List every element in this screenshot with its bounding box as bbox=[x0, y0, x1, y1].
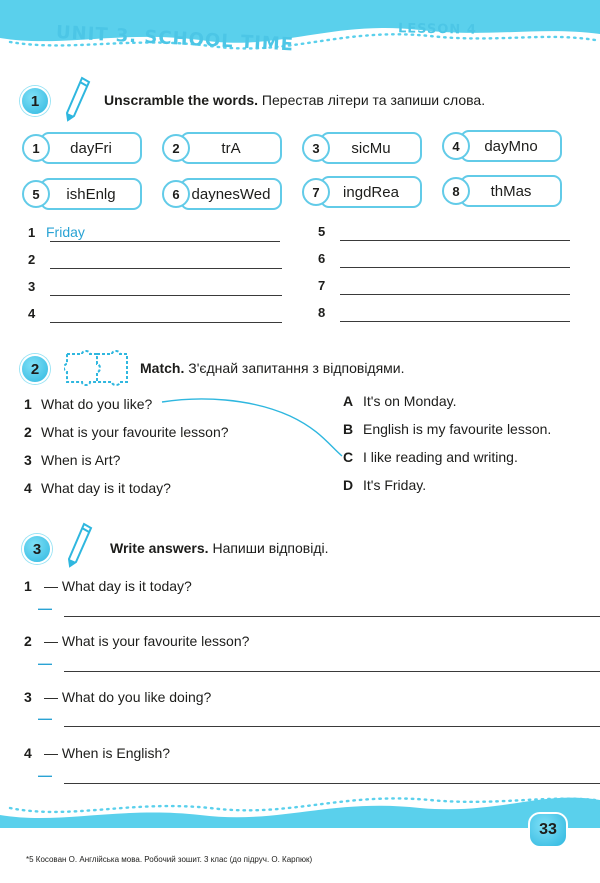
answer-line-4[interactable] bbox=[28, 306, 288, 324]
match-question-3[interactable] bbox=[24, 452, 120, 468]
answer-text: English is my favourite lesson. bbox=[363, 421, 552, 437]
question-number: 4 bbox=[24, 745, 32, 761]
exercise-2-title-bold: Match. bbox=[140, 360, 185, 376]
answer-line-3[interactable] bbox=[28, 279, 288, 297]
answer-text: It's on Monday. bbox=[363, 393, 457, 409]
answer-dash: — bbox=[38, 767, 52, 783]
word-number: 3 bbox=[302, 134, 330, 162]
question-number: 1 bbox=[24, 578, 32, 594]
answer-dash: — bbox=[38, 710, 52, 726]
scrambled-word: ingdRea bbox=[320, 176, 422, 208]
question-text: What do you like? bbox=[41, 396, 153, 412]
line-number: 3 bbox=[28, 279, 36, 294]
answer-dash: — bbox=[38, 655, 52, 671]
answer-rule bbox=[340, 267, 570, 268]
word-number: 1 bbox=[22, 134, 50, 162]
scrambled-word: dayFri bbox=[40, 132, 142, 164]
answer-rule bbox=[64, 726, 600, 727]
exercise-2-title bbox=[140, 360, 405, 376]
scrambled-word: dayMno bbox=[460, 130, 562, 162]
question-text: What is your favourite lesson? bbox=[41, 424, 229, 440]
answer-text: It's Friday. bbox=[363, 477, 427, 493]
question-number: 1 bbox=[24, 396, 32, 412]
word-number: 4 bbox=[442, 132, 470, 160]
write-question-4 bbox=[24, 745, 170, 761]
answer-rule bbox=[50, 268, 282, 269]
question-number: 2 bbox=[24, 633, 32, 649]
exercise-1-title bbox=[104, 92, 485, 108]
question-text: — What is your favourite lesson? bbox=[44, 633, 250, 649]
lesson-title: LESSON 4 bbox=[397, 21, 477, 38]
question-text: — What day is it today? bbox=[44, 578, 192, 594]
question-text: When is Art? bbox=[41, 452, 121, 468]
write-question-1 bbox=[24, 578, 192, 594]
exercise-1-title-bold: Unscramble the words. bbox=[104, 92, 259, 108]
answer-letter: A bbox=[343, 393, 354, 409]
question-number: 3 bbox=[24, 452, 32, 468]
line-answer: Friday bbox=[46, 224, 85, 240]
answer-line-6[interactable] bbox=[318, 251, 578, 269]
answer-line-5[interactable] bbox=[318, 224, 578, 242]
word-number: 2 bbox=[162, 134, 190, 162]
exercise-1-badge: 1 bbox=[20, 86, 50, 116]
answer-rule bbox=[340, 294, 570, 295]
scrambled-word: trA bbox=[180, 132, 282, 164]
question-text: What day is it today? bbox=[41, 480, 171, 496]
word-number: 6 bbox=[162, 180, 190, 208]
exercise-2-title-rest: З'єднай запитання з відповідями. bbox=[184, 360, 405, 376]
answer-line-7[interactable] bbox=[318, 278, 578, 296]
puzzle-icon bbox=[64, 350, 130, 386]
match-answer-c[interactable] bbox=[343, 449, 518, 465]
write-question-3 bbox=[24, 689, 211, 705]
write-question-2 bbox=[24, 633, 249, 649]
pencil-icon bbox=[64, 522, 94, 570]
line-number: 1 bbox=[28, 225, 36, 240]
question-text: — When is English? bbox=[44, 745, 171, 761]
answer-line-2[interactable] bbox=[28, 252, 288, 270]
question-number: 4 bbox=[24, 480, 32, 496]
footer-note: *5 Косован О. Англійська мова. Робочий зошит. 3 клас (до підруч. О. Карпюк) bbox=[26, 855, 313, 864]
scrambled-word: daynesWed bbox=[180, 178, 282, 210]
match-connector-line bbox=[160, 396, 346, 462]
unit-title: UNIT 3. SCHOOL TIME bbox=[55, 22, 295, 56]
scrambled-word: thMas bbox=[460, 175, 562, 207]
answer-letter: D bbox=[343, 477, 354, 493]
line-number: 7 bbox=[318, 278, 326, 293]
line-number: 6 bbox=[318, 251, 326, 266]
line-number: 2 bbox=[28, 252, 36, 267]
line-number: 5 bbox=[318, 224, 326, 239]
exercise-3-badge: 3 bbox=[22, 534, 52, 564]
question-text: — What do you like doing? bbox=[44, 689, 212, 705]
exercise-3-title-bold: Write answers. bbox=[110, 540, 209, 556]
pencil-icon bbox=[62, 76, 92, 124]
line-number: 8 bbox=[318, 305, 326, 320]
answer-rule bbox=[340, 240, 570, 241]
answer-letter: B bbox=[343, 421, 354, 437]
page-header bbox=[0, 8, 600, 56]
word-number: 7 bbox=[302, 178, 330, 206]
exercise-3-title bbox=[110, 540, 329, 556]
answer-rule bbox=[64, 616, 600, 617]
answer-line-8[interactable] bbox=[318, 305, 578, 323]
scrambled-word: sicMu bbox=[320, 132, 422, 164]
word-number: 8 bbox=[442, 177, 470, 205]
word-number: 5 bbox=[22, 180, 50, 208]
scrambled-word: ishEnlg bbox=[40, 178, 142, 210]
question-number: 2 bbox=[24, 424, 32, 440]
answer-rule bbox=[50, 322, 282, 323]
exercise-1-title-rest: Перестав літери та запиши слова. bbox=[258, 92, 486, 108]
answer-text: I like reading and writing. bbox=[363, 449, 518, 465]
question-number: 3 bbox=[24, 689, 32, 705]
answer-rule bbox=[340, 321, 570, 322]
answer-rule bbox=[64, 783, 600, 784]
answer-letter: C bbox=[343, 449, 354, 465]
answer-rule bbox=[50, 295, 282, 296]
match-question-4[interactable] bbox=[24, 480, 171, 496]
answer-rule-1 bbox=[50, 241, 280, 242]
page-number: 33 bbox=[528, 812, 568, 848]
answer-dash: — bbox=[38, 600, 52, 616]
match-answer-b[interactable] bbox=[343, 421, 551, 437]
exercise-3-title-rest: Напиши відповіді. bbox=[208, 540, 329, 556]
line-number: 4 bbox=[28, 306, 36, 321]
exercise-2-badge: 2 bbox=[20, 354, 50, 384]
match-answer-d[interactable] bbox=[343, 477, 426, 493]
match-answer-a[interactable] bbox=[343, 393, 456, 409]
answer-rule bbox=[64, 671, 600, 672]
match-question-1[interactable] bbox=[24, 396, 152, 412]
